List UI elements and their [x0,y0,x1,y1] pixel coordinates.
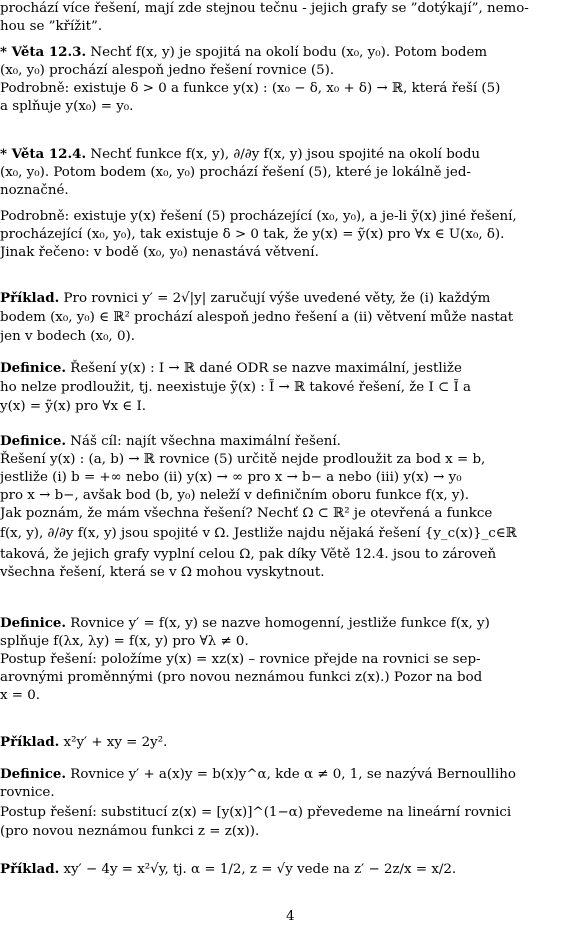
text-line: arovnými proměnnými (pro novou neznámou funkci z(x).) Pozor na bod [0,670,483,685]
text-line: všechna řešení, která se v Ω mohou vyskytnout. [0,565,325,580]
theorem-heading: * Věta 12.3. [0,44,87,60]
example-heading: Příklad. [0,290,60,306]
text-line: Podrobně: existuje δ > 0 a funkce y(x) : (x₀ − δ, x₀ + δ) → ℝ, která řeší (5) [0,81,501,96]
text-line: rovnice. [0,785,55,800]
text-line: pro x → b−, avšak bod (b, y₀) neleží v definičním oboru funkce f(x, y). [0,488,469,503]
definition-heading: Definice. [0,360,67,376]
text-run: Náš cíl: najít všechna maximální řešení. [66,434,341,449]
text-line [0,615,490,633]
text-line: Postup řešení: položíme y(x) = xz(x) – rovnice přejde na rovnici se sep- [0,652,481,667]
text-line [0,861,456,879]
text-line: y(x) = ỹ(x) pro ∀x ∈ I. [0,399,147,414]
text-line: splňuje f(λx, λy) = f(x, y) pro ∀λ ≠ 0. [0,634,249,649]
example-heading: Příklad. [0,734,60,750]
text-run: Pro rovnici y′ = 2√|y| zaručují výše uvedené věty, že (i) každým [59,291,491,306]
text-line: prochází více řešení, mají zde stejnou tečnu - jejich grafy se ”dotýkají”, nemo- [0,1,529,16]
definition-heading: Definice. [0,766,67,782]
text-run: xy′ − 4y = x²√y, tj. α = 1/2, z = √y vede na z′ − 2z/x = x/2. [59,862,457,877]
text-line [0,146,480,164]
text-line [0,734,167,752]
text-line: Podrobně: existuje y(x) řešení (5) procházející (x₀, y₀), a je-li ỹ(x) jiné řešení, [0,209,517,224]
text-run: Řešení y(x) : I → ℝ dané ODR se nazve maximální, jestliže [66,361,462,376]
text-line: Jinak řečeno: v bodě (x₀, y₀) nenastává větvení. [0,245,319,260]
text-line: ho nelze prodloužit, tj. neexistuje ỹ(x) : Ĩ → ℝ takové řešení, že I ⊂ Ĩ a [0,380,471,395]
definition-heading: Definice. [0,433,67,449]
definition-heading: Definice. [0,615,67,631]
text-line [0,290,490,308]
page-number: 4 [286,909,295,924]
text-line: f(x, y), ∂/∂y f(x, y) jsou spojité v Ω. Jestliže najdu nějaká řešení {y_c(x)}_c∈ℝ [0,526,517,541]
text-line [0,766,516,784]
text-line: procházející (x₀, y₀), tak existuje δ > 0 tak, že y(x) = ỹ(x) pro ∀x ∈ U(x₀, δ). [0,227,505,242]
text-line: x = 0. [0,688,41,703]
text-line: noznačné. [0,183,69,198]
text-run: x²y′ + xy = 2y². [59,735,168,750]
text-line: a splňuje y(x₀) = y₀. [0,99,134,114]
text-line: taková, že jejich grafy vyplní celou Ω, pak díky Větě 12.4. jsou to zároveň [0,547,497,562]
text-line: Postup řešení: substitucí z(x) = [y(x)]^(1−α) převedeme na lineární rovnici [0,805,512,820]
text-run: Nechť f(x, y) je spojitá na okolí bodu (x₀, y₀). Potom bodem [86,45,488,60]
text-run: Nechť funkce f(x, y), ∂/∂y f(x, y) jsou spojité na okolí bodu [86,147,481,162]
text-line [0,44,487,62]
text-line: (x₀, y₀) prochází alespoň jedno řešení rovnice (5). [0,63,335,78]
example-heading: Příklad. [0,861,60,877]
text-line: jestliže (i) b = +∞ nebo (ii) y(x) → ∞ pro x → b− a nebo (iii) y(x) → y₀ [0,470,462,485]
text-line [0,433,341,451]
text-run: Rovnice y′ + a(x)y = b(x)y^α, kde α ≠ 0, 1, se nazývá Bernoulliho [66,767,516,782]
text-line: hou se ”křížit”. [0,19,103,34]
text-line: Jak poznám, že mám všechna řešení? Nechť Ω ⊂ ℝ² je otevřená a funkce [0,506,493,521]
text-run: Rovnice y′ = f(x, y) se nazve homogenní, jestliže funkce f(x, y) [66,616,490,631]
text-line: jen v bodech (x₀, 0). [0,329,135,344]
theorem-heading: * Věta 12.4. [0,146,87,162]
text-line: (pro novou neznámou funkci z = z(x)). [0,824,260,839]
text-line: Řešení y(x) : (a, b) → ℝ rovnice (5) určitě nejde prodloužit za bod x = b, [0,452,486,467]
text-line [0,360,462,378]
text-line: bodem (x₀, y₀) ∈ ℝ² prochází alespoň jedno řešení a (ii) větvení může nastat [0,310,514,325]
text-line: (x₀, y₀). Potom bodem (x₀, y₀) prochází řešení (5), které je lokálně jed- [0,165,471,180]
